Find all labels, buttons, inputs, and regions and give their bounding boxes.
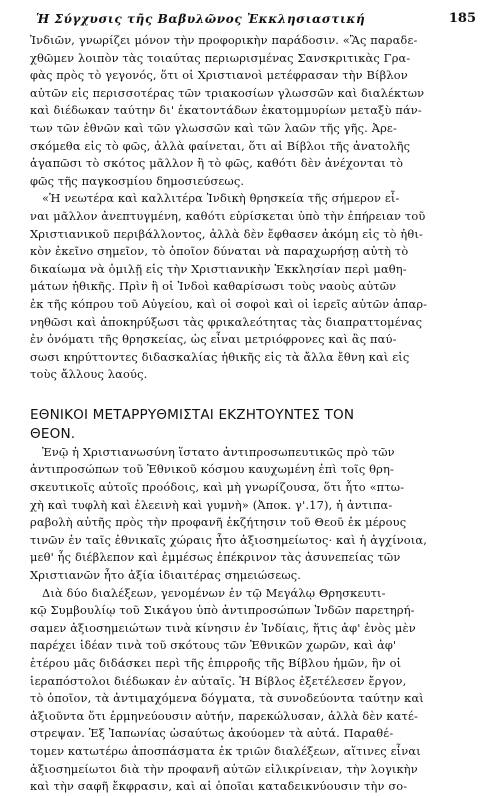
text-line: ραβολὴ αὐτῆς πρὸς τὴν προφανῆ ἐκζήτησιν τοῦ Θεοῦ ἐκ μέρους: [30, 515, 407, 530]
text-line: κὸν ἐκεῖνο σημεῖον, τὸ ὁποῖον δύναται νὰ παραχωρήσῃ αὐτὴ τὸ: [30, 244, 409, 259]
text-line: ἀγαπῶσι τὸ σκότος μᾶλλον ἢ τὸ φῶς, καθότι δὲν ἀνέχονται τὸ: [30, 156, 404, 171]
text-line: αὐτῶν εἰς περισσοτέρας τῶν τριακοσίων γλωσσῶν καὶ διαλέκτων: [30, 85, 425, 100]
text-line: φὰς πρὸς τὸ γεγονός, ὅτι οἱ Χριστιανοὶ μετέφρασαν τὴν Βίβλον: [30, 68, 408, 83]
text-line: «Ἡ νεωτέρα καὶ καλλιτέρα Ἰνδικὴ θρησκεία τῆς σήμερον εἶ-: [42, 191, 400, 206]
text-line: ἀξιοσημείωτοι διὰ τὴν προφανῆ αὐτῶν εἰλικρίνειαν, τὴν λογικὴν: [30, 761, 418, 776]
text-line: ἑτέρου μᾶς διδάσκει περὶ τῆς ἐπιρροῆς τῆς Βίβλου ἡμῶν, ἣν οἱ: [30, 656, 402, 670]
text-line: Διὰ δύο διαλέξεων, γενομένων ἐν τῷ Μεγάλῳ Θρησκευτι-: [42, 585, 386, 600]
text-line: Χριστιανῶν ἦτο ἀξία ἰδιαιτέρας σημειώσεως.: [30, 568, 302, 583]
text-line: δικαίωμα νὰ ὁμιλῇ εἰς τὴν Χριστιανικὴν Ἐκκλησίαν περὶ μαθη-: [30, 261, 407, 276]
text-line: καὶ τὴν σαφῆ ἔκφρασιν, καὶ αἱ ὁποῖαι καταδεικνύουσιν τὴν σο-: [30, 779, 408, 794]
text-line: στρεψαν. Ἐξ Ἰαπωνίας ὡσαύτως ἀκούομεν τὰ αὐτά. Παραθέ-: [30, 726, 394, 741]
paragraph-4: [30, 585, 476, 796]
text-line: ἐν ὀνόματι τῆς θρησκείας, ὡς εἶναι μετριόφρονες καὶ ἂς παύ-: [30, 332, 397, 347]
text-line: σαμεν ἀξιοσημειώτων τινὰ κίνησιν ἐν Ἰνδίαις, ἥτις ἀφ' ἑνὸς μὲν: [30, 620, 416, 635]
text-line: ἀξιοῦντα ὅτι ἑρμηνεύουσιν αὐτήν, παρεκώλυσαν, ἀλλὰ δὲν κατέ-: [30, 708, 419, 723]
text-line: ἐκ τῆς κόπρου τοῦ Αὐγείου, καὶ οἱ σοφοὶ καὶ οἱ ἱερεῖς αὐτῶν ἀπαρ-: [30, 296, 428, 311]
page-number: 185: [448, 11, 476, 26]
text-line: τομεν κατωτέρω ἀποσπάσματα ἐκ τριῶν διαλέξεων, αἵτινες εἶναι: [30, 743, 421, 758]
section-heading: [30, 406, 476, 444]
text-line: Ἰνδιῶν, γνωρίζει μόνον τὴν προφορικὴν παράδοσιν. «Ἂς παραδε-: [30, 33, 418, 47]
paragraph-2: [30, 190, 476, 384]
running-title: Ἡ Σύγχυσις τῆς Βαβυλῶνος Ἐκκλησιαστική: [36, 12, 366, 26]
text-line: φῶς τῆς παγκοσμίου δημοσιεύσεως.: [30, 173, 245, 188]
running-header: [30, 10, 476, 32]
text-line: σκευτικοῖς αὐτοῖς προόδοις, καὶ μὴ γνωρίζουσα, ὅτι ἦτο «πτω-: [30, 480, 405, 495]
text-line: τοὺς ἄλλους λαούς.: [30, 367, 148, 382]
text-line: μεθ' ἧς διέβλεπον καὶ ἐμμέσως ἐπέκρινον τὰς ἀσυνεπείας τῶν: [30, 550, 401, 565]
heading-line: ΘΕΟΝ.: [30, 425, 76, 442]
text-line: Χριστιανικοῦ περιβάλλοντος, ἀλλὰ δὲν ἔφθασεν ἀκόμη εἰς τὸ ἠθι-: [30, 226, 424, 241]
text-line: χὴ καὶ τυφλὴ καὶ ἐλεεινὴ καὶ γυμνὴ» (Ἀποκ. γ'.17), ἡ ἀντιπα-: [30, 497, 393, 512]
text-line: νηθῶσι καὶ ἀποκηρύξωσι τὰς φρικαλεότητας τὰς διαπραττομένας: [30, 314, 423, 329]
text-line: μάτων ἠθικῆς. Πρὶν ἢ οἱ Ἰνδοὶ καθαρίσωσι τοὺς ναοὺς αὐτῶν: [30, 279, 397, 294]
text-line: Ἐνῷ ἡ Χριστιανωσύνη ἵστατο ἀντιπροσωπευτικῶς πρὸ τῶν: [42, 444, 395, 459]
text-line: χθῶμεν λοιπὸν τὰς τοιαύτας περιωρισμένας Σανσκριτικὰς Γρα-: [30, 50, 411, 65]
book-page: [30, 10, 476, 796]
text-line: κῷ Συμβουλίῳ τοῦ Σικάγου ὑπὸ ἀντιπροσώπων Ἰνδῶν παρετηρή-: [30, 603, 415, 618]
text-line: ἀντιπροσώπων τοῦ Ἐθνικοῦ κόσμου καυχωμένη ἐπὶ τοῖς θρη-: [30, 462, 394, 477]
heading-line: ΕΘΝΙΚΟΙ ΜΕΤΑΡΡΥΘΜΙΣΤΑΙ ΕΚΖΗΤΟΥΝΤΕΣ ΤΟΝ: [30, 406, 355, 423]
text-line: τὸ ὁποῖον, τὰ ἀντιμαχόμενα δόγματα, τὰ συνοδεύοντα ταύτην καὶ: [30, 691, 424, 706]
text-line: τινῶν ἐν ταῖς ἐθνικαῖς χώραις ἦτο ἀξιοσημείωτος· καὶ ἡ ἀγχίνοια,: [30, 532, 428, 547]
paragraph-3: [30, 444, 476, 585]
section-spacer: [30, 384, 476, 400]
text-line: των τῶν ἐθνῶν καὶ τῶν γλωσσῶν καὶ τῶν λαῶν τῆς γῆς. Ἀρε-: [30, 120, 397, 135]
paragraph-1: [30, 32, 476, 190]
text-line: καὶ διέδωκαν ταύτην δι' ἑκατοντάδων ἑκατομμυρίων μεταξὺ πάν-: [30, 103, 422, 118]
text-line: σκόμεθα εἰς τὸ φῶς, ἀλλὰ φαίνεται, ὅτι αἱ Βίβλοι τῆς ἀνατολῆς: [30, 138, 411, 153]
text-line: παρέχει ἰδέαν τινὰ τοῦ σκότους τῶν Ἐθνικῶν χωρῶν, καὶ ἀφ': [30, 638, 397, 653]
text-line: ἱεραπόστολοι διέδωκαν ἐν αὐταῖς. Ἡ Βίβλος ἐξετέλεσεν ἔργον,: [30, 673, 407, 688]
text-line: σωσι κηρύττοντες διδασκαλίας ἠθικῆς εἰς τὰ ἄλλα ἔθνη καὶ εἰς: [30, 349, 410, 364]
text-line: ναι μᾶλλον ἀνεπτυγμένη, καθότι εὑρίσκεται ὑπὸ τὴν ἐπήρειαν τοῦ: [30, 208, 426, 223]
